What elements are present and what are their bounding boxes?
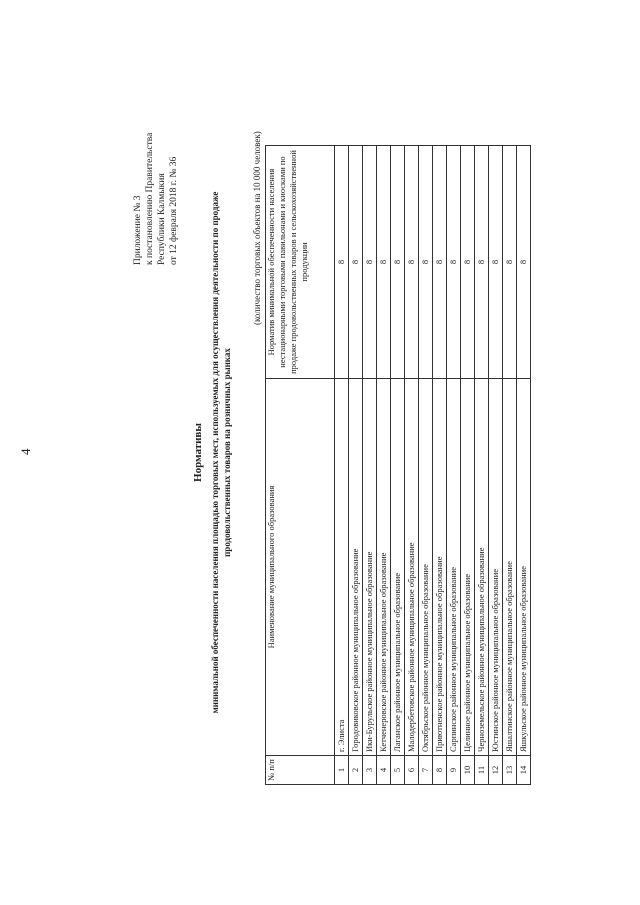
header-num: № п/п bbox=[266, 756, 335, 785]
municipality-name: Целинное районное муниципальное образование bbox=[461, 379, 475, 756]
municipality-name: Октябрьское районное муниципальное образование bbox=[419, 379, 433, 756]
table-row bbox=[461, 146, 475, 785]
municipality-name: Лаганское районное муниципальное образование bbox=[391, 379, 405, 756]
appendix-line: к постановлению Правительства bbox=[145, 132, 155, 265]
norm-value: 8 bbox=[461, 146, 475, 379]
row-number: 3 bbox=[363, 756, 377, 785]
municipality-name: Яшалтинское районное муниципальное образование bbox=[503, 379, 517, 756]
header-norm: Норматив минимальной обеспеченности населения нестационарными торговыми павильонами и киосками по продаже продовольственных товаров и сельскохозяйственной продукции bbox=[266, 146, 335, 379]
row-number: 9 bbox=[447, 756, 461, 785]
row-number: 7 bbox=[419, 756, 433, 785]
norm-value: 8 bbox=[349, 146, 363, 379]
row-number: 10 bbox=[461, 756, 475, 785]
municipality-name: Малодербетовское районное муниципальное образование bbox=[405, 379, 419, 756]
municipality-name: Приютненское районное муниципальное образование bbox=[433, 379, 447, 756]
table-row bbox=[377, 146, 391, 785]
appendix-line: Республики Калмыкия bbox=[157, 173, 167, 265]
row-number: 12 bbox=[489, 756, 503, 785]
norm-value: 8 bbox=[447, 146, 461, 379]
municipality-name: Черноземельское районное муниципальное образование bbox=[475, 379, 489, 756]
norm-value: 8 bbox=[363, 146, 377, 379]
municipality-name: Яшкульское районное муниципальное образование bbox=[517, 379, 531, 756]
municipality-name: Сарпинское районное муниципальное образование bbox=[447, 379, 461, 756]
table-row bbox=[363, 146, 377, 785]
row-number: 5 bbox=[391, 756, 405, 785]
table-header-row bbox=[266, 146, 335, 785]
table-row bbox=[447, 146, 461, 785]
norm-value: 8 bbox=[377, 146, 391, 379]
row-number: 13 bbox=[503, 756, 517, 785]
table-row bbox=[475, 146, 489, 785]
table-row bbox=[349, 146, 363, 785]
table-row bbox=[489, 146, 503, 785]
page-number: 4 bbox=[18, 448, 33, 455]
row-number: 1 bbox=[335, 756, 349, 785]
norm-value: 8 bbox=[503, 146, 517, 379]
row-number: 11 bbox=[475, 756, 489, 785]
row-number: 14 bbox=[517, 756, 531, 785]
table-row bbox=[433, 146, 447, 785]
norm-value: 8 bbox=[335, 146, 349, 379]
table-row bbox=[503, 146, 517, 785]
table-row bbox=[405, 146, 419, 785]
municipality-name: г. Элиста bbox=[335, 379, 349, 756]
document-subtitle-line-2: продовольственных товаров на розничных рынках bbox=[222, 348, 232, 557]
table-row bbox=[335, 146, 349, 785]
norm-value: 8 bbox=[433, 146, 447, 379]
units-note: (количество торговых объектов на 10 000 человек) bbox=[252, 131, 262, 325]
municipality-name: Ики-Бурульское районное муниципальное образование bbox=[363, 379, 377, 756]
municipality-name: Городовиковское районное муниципальное образование bbox=[349, 379, 363, 756]
row-number: 2 bbox=[349, 756, 363, 785]
norm-value: 8 bbox=[419, 146, 433, 379]
table-row bbox=[419, 146, 433, 785]
document-title: Нормативы bbox=[192, 423, 204, 482]
appendix-block bbox=[132, 35, 180, 265]
header-name: Наименование муниципального образования bbox=[266, 379, 335, 756]
norm-value: 8 bbox=[517, 146, 531, 379]
norm-value: 8 bbox=[475, 146, 489, 379]
row-number: 6 bbox=[405, 756, 419, 785]
municipality-name: Кетченеровское районное муниципальное образование bbox=[377, 379, 391, 756]
table-row bbox=[517, 146, 531, 785]
table-row bbox=[391, 146, 405, 785]
norms-table bbox=[265, 145, 531, 785]
document-subtitle-line-1: минимальной обеспеченности населения площадью торговых мест, используемых для осуществления деятельности по продаже bbox=[210, 191, 220, 714]
appendix-line: Приложение № 3 bbox=[133, 195, 143, 265]
norm-value: 8 bbox=[489, 146, 503, 379]
norm-value: 8 bbox=[405, 146, 419, 379]
row-number: 8 bbox=[433, 756, 447, 785]
appendix-line: от 12 февраля 2018 г. № 36 bbox=[169, 156, 179, 265]
municipality-name: Юстинское районное муниципальное образование bbox=[489, 379, 503, 756]
row-number: 4 bbox=[377, 756, 391, 785]
norm-value: 8 bbox=[391, 146, 405, 379]
